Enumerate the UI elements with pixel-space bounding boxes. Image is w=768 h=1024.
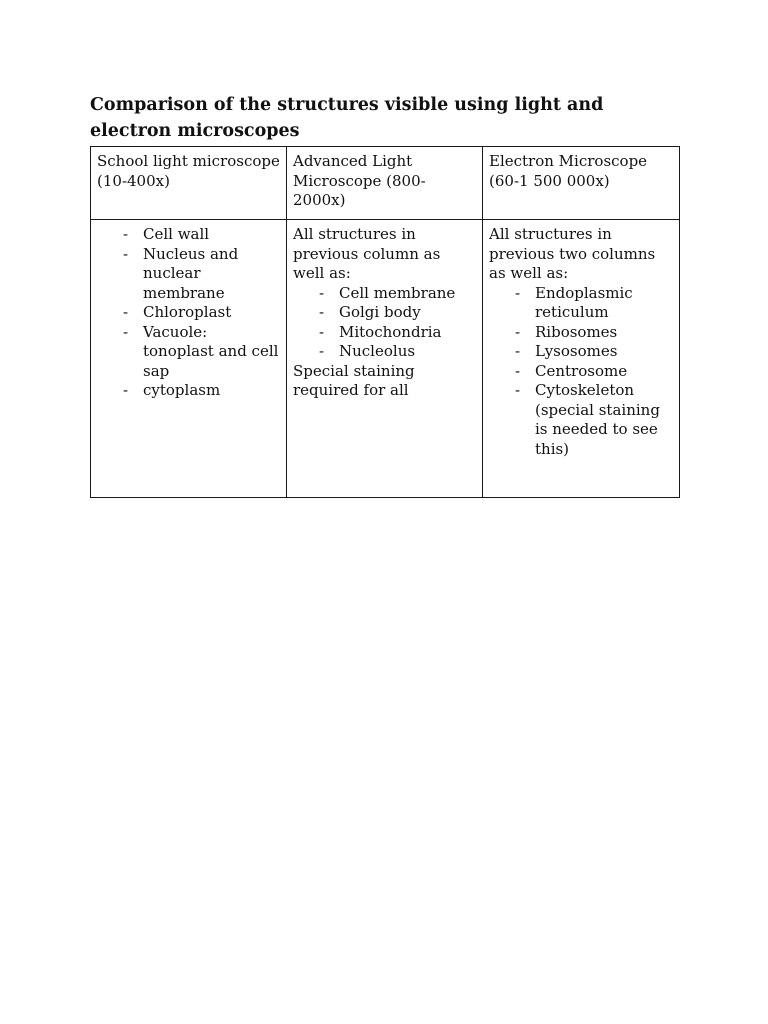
list-item: - Centrosome: [511, 362, 673, 382]
table-header-row: [91, 147, 680, 220]
table-row: [91, 220, 680, 498]
list-item: - Nucleolus: [315, 342, 476, 362]
list-item: - Mitochondria: [315, 323, 476, 343]
cell-school-light-structures: [91, 220, 287, 498]
list-item: - Lysosomes: [511, 342, 673, 362]
header-advanced-light-microscope: Advanced Light Microscope (800-2000x): [287, 147, 483, 220]
page-title: Comparison of the structures visible using light and electron microscopes: [90, 95, 604, 141]
list-item: - Nucleus and nuclear membrane: [119, 245, 280, 304]
list-item: - Golgi body: [315, 303, 476, 323]
list-item: - Cell wall: [119, 225, 280, 245]
header-electron-microscope: Electron Microscope (60-1 500 000x): [483, 147, 680, 220]
cell-intro-text: All structures in previous two columns as well as:: [489, 225, 656, 282]
list-item: - Vacuole: tonoplast and cell sap: [119, 323, 280, 382]
list-item: - Cytoskeleton (special staining is needed to see this): [511, 381, 673, 459]
staining-note: Special staining required for all: [293, 361, 415, 399]
cell-electron-structures: [483, 220, 680, 498]
comparison-table: [90, 146, 680, 498]
cell-advanced-light-structures: [287, 220, 483, 498]
cell-intro-text: All structures in previous column as well as:: [293, 225, 441, 282]
structure-list: [489, 284, 673, 460]
header-school-light-microscope: School light microscope (10-400x): [91, 147, 287, 220]
list-item: - Endoplasmic reticulum: [511, 284, 673, 323]
list-item: - Chloroplast: [119, 303, 280, 323]
list-item: - Ribosomes: [511, 323, 673, 343]
list-item: - Cell membrane: [315, 284, 476, 304]
list-item: - cytoplasm: [119, 381, 280, 401]
structure-list: [293, 284, 476, 362]
structure-list: [97, 225, 280, 401]
